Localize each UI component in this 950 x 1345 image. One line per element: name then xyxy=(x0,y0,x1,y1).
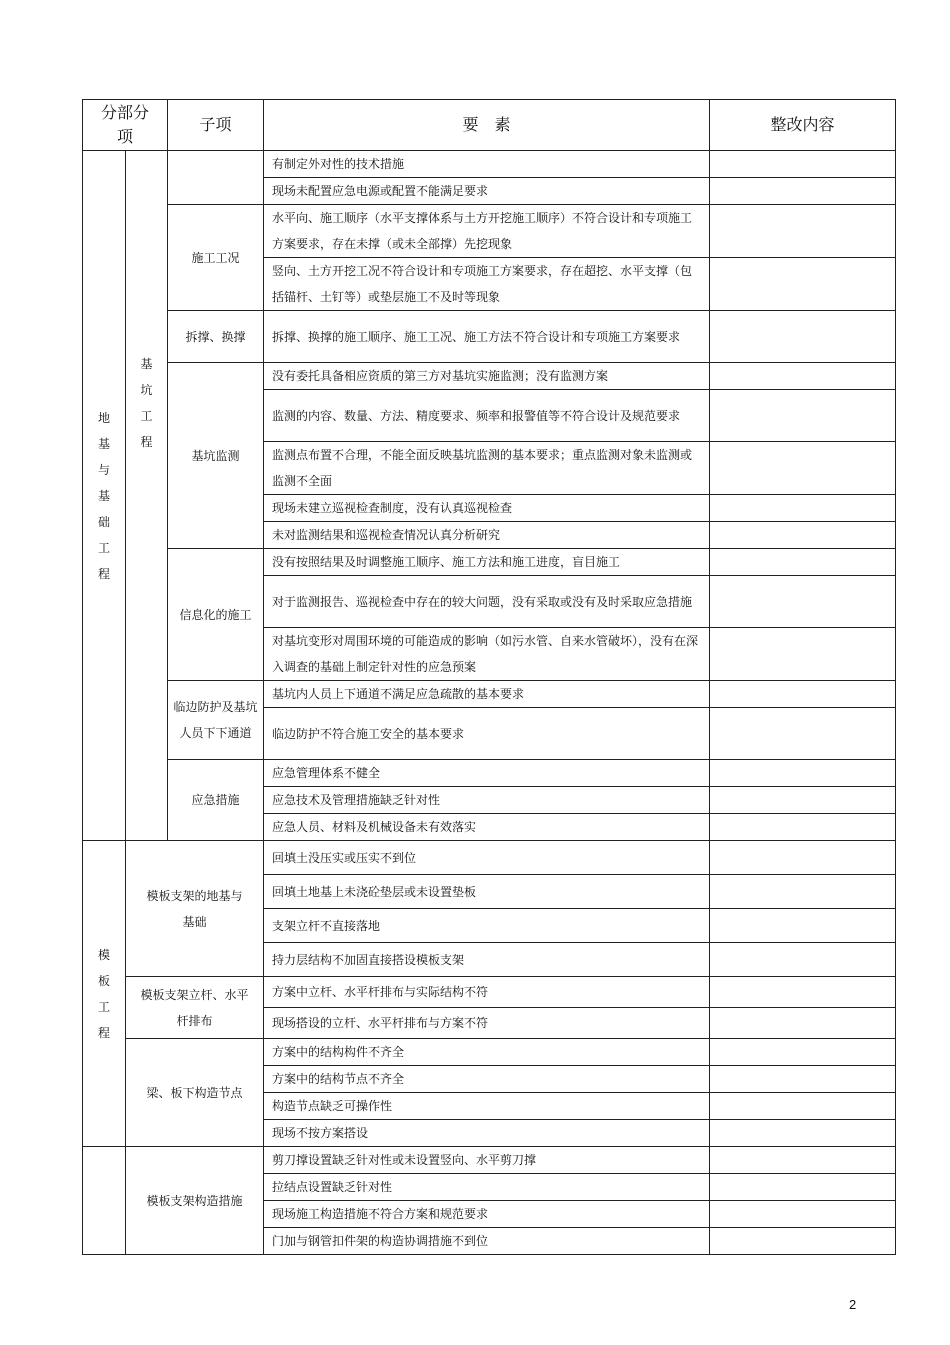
rectification-cell[interactable] xyxy=(710,1008,896,1039)
subitem-beam-nodes: 梁、板下构造节点 xyxy=(126,1039,264,1147)
subitem-formwork-measures: 模板支架构造措施 xyxy=(126,1147,264,1255)
rectification-cell[interactable] xyxy=(710,178,896,205)
element-cell: 应急技术及管理措施缺乏针对性 xyxy=(264,787,710,814)
subitem-pit-monitoring: 基坑监测 xyxy=(168,363,264,549)
table-row xyxy=(83,205,896,232)
table-row xyxy=(83,311,896,337)
rectification-cell[interactable] xyxy=(710,205,896,258)
table-row xyxy=(83,1039,896,1066)
rectification-cell[interactable] xyxy=(710,442,896,495)
rectification-cell[interactable] xyxy=(710,760,896,787)
rectification-cell[interactable] xyxy=(710,681,896,708)
subitem-info-construction: 信息化的施工 xyxy=(168,549,264,681)
rectification-cell[interactable] xyxy=(710,909,896,943)
rectification-cell[interactable] xyxy=(710,363,896,390)
header-element: 要 素 xyxy=(264,100,710,151)
element-cell: 方案中的结构构件不齐全 xyxy=(264,1039,710,1066)
table-row xyxy=(83,363,896,390)
rectification-cell[interactable] xyxy=(710,943,896,977)
rectification-cell[interactable] xyxy=(710,787,896,814)
element-cell: 未对监测结果和巡视检查情况认真分析研究 xyxy=(264,522,710,549)
element-cell: 方案中立杆、水平杆排布与实际结构不符 xyxy=(264,977,710,1008)
element-cell: 没有委托具备相应资质的第三方对基坑实施监测；没有监测方案 xyxy=(264,363,710,390)
element-cell: 对于监测报告、巡视检查中存在的较大问题，没有采取或没有及时采取应急措施 xyxy=(264,576,710,628)
rectification-cell[interactable] xyxy=(710,1120,896,1147)
subitem-dismantle-support: 拆撑、换撑 xyxy=(168,311,264,363)
element-cell: 拆撑、换撑的施工顺序、施工工况、施工方法不符合设计和专项施工方案要求 xyxy=(264,311,710,363)
subitem-construction-condition: 施工工况 xyxy=(168,205,264,311)
element-cell: 支架立杆不直接落地 xyxy=(264,909,710,943)
section-pit: 基坑工程 xyxy=(126,151,168,841)
rectification-cell[interactable] xyxy=(710,258,896,311)
table-row xyxy=(83,1147,896,1174)
rectification-cell[interactable] xyxy=(710,1147,896,1174)
element-cell: 剪刀撑设置缺乏针对性或未设置竖向、水平剪刀撑 xyxy=(264,1147,710,1174)
element-cell: 方案中的结构节点不齐全 xyxy=(264,1066,710,1093)
page-number: 2 xyxy=(849,1297,857,1312)
element-cell: 监测的内容、数量、方法、精度要求、频率和报警值等不符合设计及规范要求 xyxy=(264,390,710,442)
inspection-table xyxy=(82,99,896,1255)
element-cell: 对基坑变形对周围环境的可能造成的影响（如污水管、自来水管破坏），没有在深入调查的基础上制定针对性的应急预案 xyxy=(264,628,710,681)
element-cell: 拉结点设置缺乏针对性 xyxy=(264,1174,710,1201)
section-foundation: 地基与基础工程 xyxy=(83,151,126,841)
rectification-cell[interactable] xyxy=(710,814,896,841)
subitem-empty xyxy=(168,151,264,205)
table-header-row xyxy=(83,100,896,151)
table-row xyxy=(83,151,896,178)
rectification-cell[interactable] xyxy=(710,576,896,628)
element-cell: 监测点布置不合理，不能全面反映基坑监测的基本要求；重点监测对象未监测或监测不全面 xyxy=(264,442,710,495)
rectification-cell[interactable] xyxy=(710,708,896,760)
element-cell: 现场搭设的立杆、水平杆排布与方案不符 xyxy=(264,1008,710,1039)
header-subitem: 子项 xyxy=(168,100,264,151)
element-cell: 有制定外对性的技术措施 xyxy=(264,151,710,178)
rectification-cell[interactable] xyxy=(710,1039,896,1066)
rectification-cell[interactable] xyxy=(710,390,896,442)
rectification-cell[interactable] xyxy=(710,875,896,909)
element-cell: 没有按照结果及时调整施工顺序、施工方法和施工进度，盲目施工 xyxy=(264,549,710,576)
rectification-cell[interactable] xyxy=(710,1174,896,1201)
element-cell: 现场未配置应急电源或配置不能满足要求 xyxy=(264,178,710,205)
table-row xyxy=(83,549,896,576)
rectification-cell[interactable] xyxy=(710,1201,896,1228)
element-cell: 门加与钢管扣件架的构造协调措施不到位 xyxy=(264,1228,710,1255)
element-cell: 回填土没压实或压实不到位 xyxy=(264,841,710,875)
subitem-formwork-foundation: 模板支架的地基与基础 xyxy=(126,841,264,977)
element-cell: 持力层结构不加固直接搭设模板支架 xyxy=(264,943,710,977)
subitem-formwork-poles: 模板支架立杆、水平杆排布 xyxy=(126,977,264,1039)
rectification-cell[interactable] xyxy=(710,841,896,875)
subitem-emergency: 应急措施 xyxy=(168,760,264,841)
element-cell: 应急人员、材料及机械设备未有效落实 xyxy=(264,814,710,841)
rectification-cell[interactable] xyxy=(710,977,896,1008)
element-cell: 构造节点缺乏可操作性 xyxy=(264,1093,710,1120)
rectification-cell[interactable] xyxy=(710,1228,896,1255)
element-cell: 现场施工构造措施不符合方案和规范要求 xyxy=(264,1201,710,1228)
rectification-cell[interactable] xyxy=(710,151,896,178)
table-row xyxy=(83,977,896,1008)
rectification-cell[interactable] xyxy=(710,311,896,363)
table-row xyxy=(83,681,896,708)
element-cell: 应急管理体系不健全 xyxy=(264,760,710,787)
rectification-cell[interactable] xyxy=(710,522,896,549)
element-cell: 现场未建立巡视检查制度，没有认真巡视检查 xyxy=(264,495,710,522)
header-rectification: 整改内容 xyxy=(710,100,896,151)
rectification-cell[interactable] xyxy=(710,495,896,522)
element-cell: 现场不按方案搭设 xyxy=(264,1120,710,1147)
element-cell: 竖向、土方开挖工况不符合设计和专项施工方案要求，存在超挖、水平支撑（包括锚杆、土钉等）或垫层施工不及时等现象 xyxy=(264,258,710,311)
subitem-edge-protection: 临边防护及基坑人员下下通道 xyxy=(168,681,264,760)
element-cell: 基坑内人员上下通道不满足应急疏散的基本要求 xyxy=(264,681,710,708)
element-cell: 临边防护不符合施工安全的基本要求 xyxy=(264,708,710,760)
section-empty xyxy=(83,1147,126,1255)
rectification-cell[interactable] xyxy=(710,1093,896,1120)
rectification-cell[interactable] xyxy=(710,1066,896,1093)
header-section: 分部分项 xyxy=(83,100,168,151)
rectification-cell[interactable] xyxy=(710,628,896,681)
table-row xyxy=(83,841,896,875)
rectification-cell[interactable] xyxy=(710,549,896,576)
section-formwork: 模板工程 xyxy=(83,841,126,1147)
table-row xyxy=(83,760,896,787)
element-cell: 回填土地基上未浇砼垫层或未设置垫板 xyxy=(264,875,710,909)
element-cell: 水平向、施工顺序（水平支撑体系与土方开挖施工顺序）不符合设计和专项施工方案要求，存在未撑（或未全部撑）先挖现象 xyxy=(264,205,710,258)
